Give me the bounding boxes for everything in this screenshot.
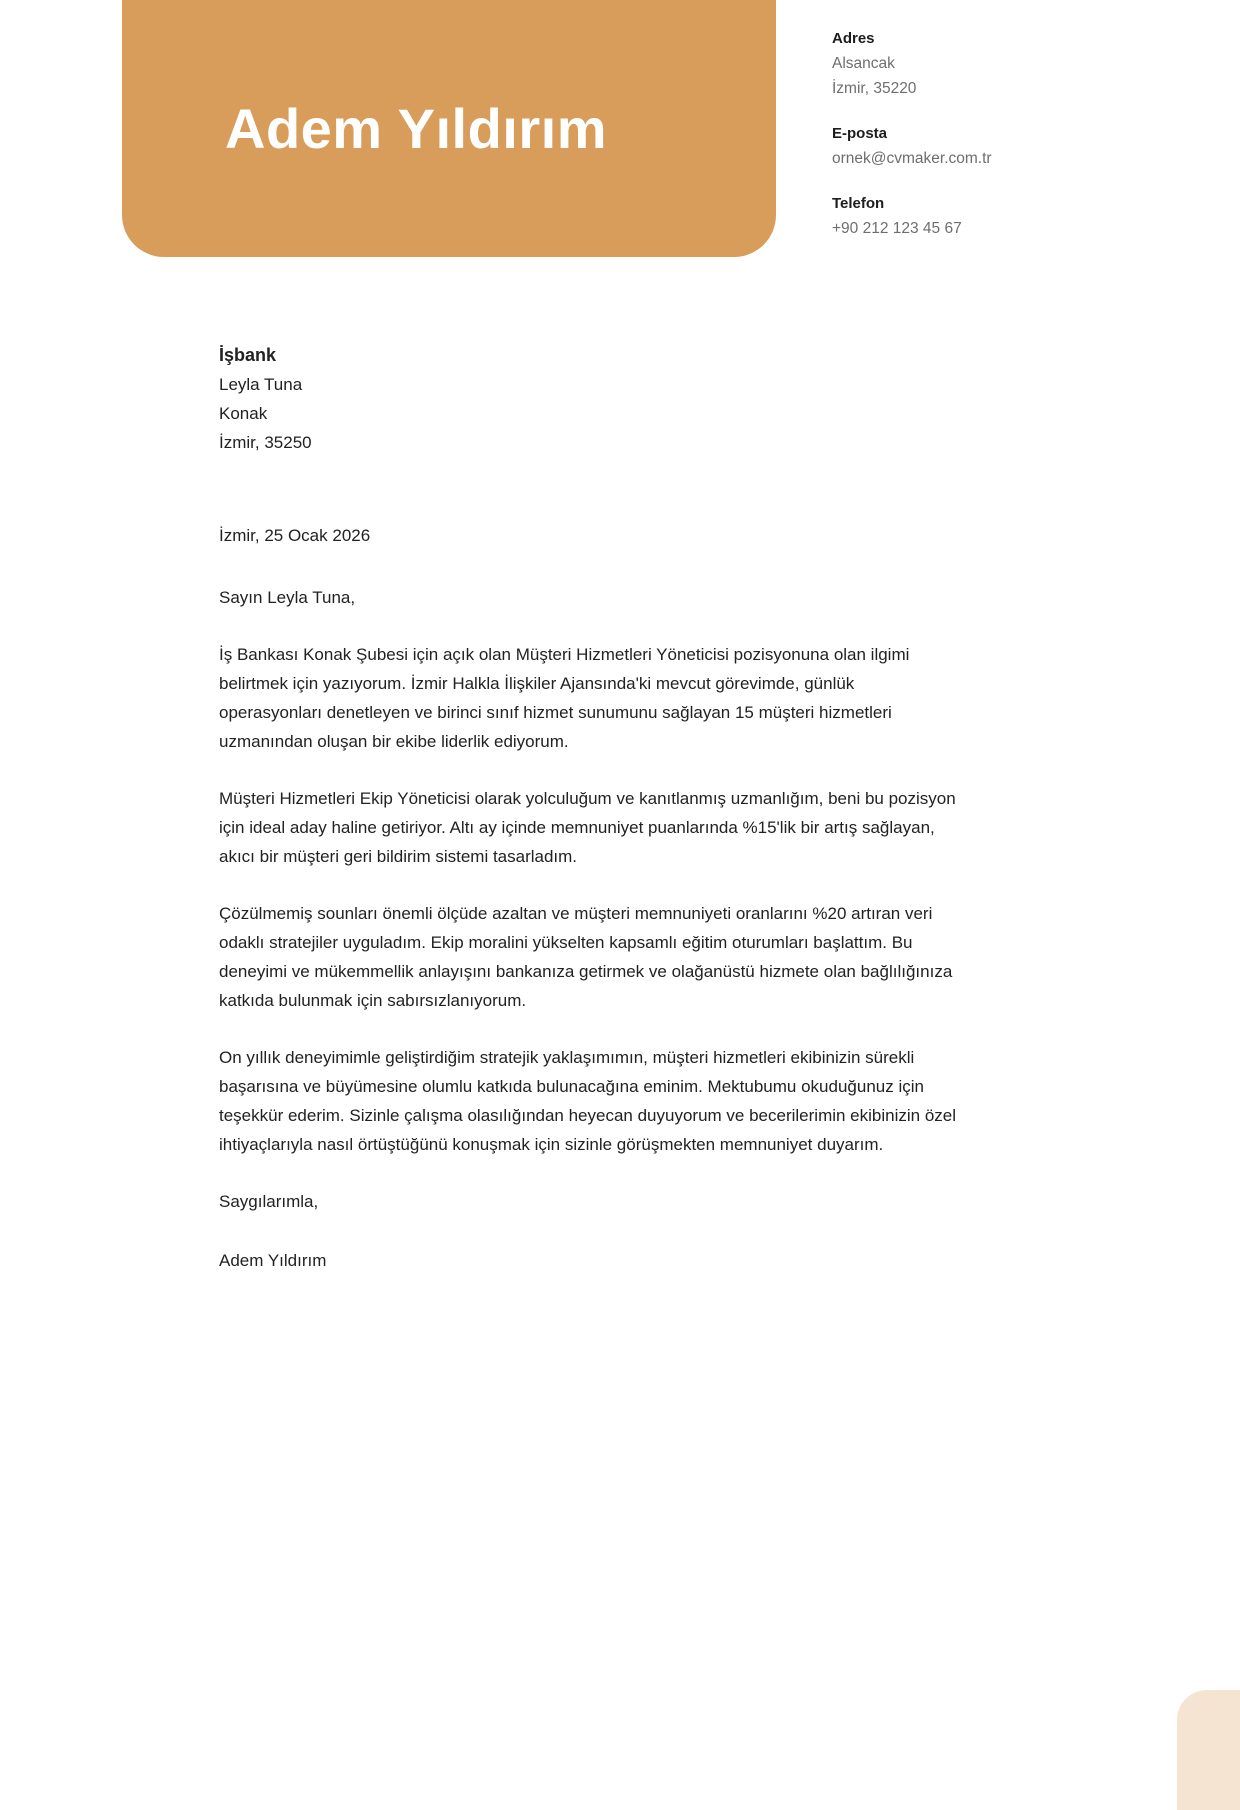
contact-label-address: Adres [832, 30, 875, 47]
contact-label-email: E-posta [832, 125, 888, 142]
closing: Saygılarımla, [219, 1192, 319, 1211]
contact-group-phone [832, 191, 1162, 241]
header-banner [122, 0, 776, 257]
recipient-block [219, 341, 961, 457]
contact-group-email [832, 121, 1162, 171]
recipient-district: Konak [219, 404, 268, 423]
letter-date: İzmir, 25 Ocak 2026 [219, 526, 371, 545]
contact-group-address [832, 26, 1162, 101]
contact-address-line2: İzmir, 35220 [832, 80, 917, 97]
contact-address-line1: Alsancak [832, 55, 895, 72]
salutation: Sayın Leyla Tuna, [219, 588, 356, 607]
recipient-city: İzmir, 35250 [219, 433, 312, 452]
letter-body [219, 341, 961, 1275]
paragraph-4: On yıllık deneyimimle geliştirdiğim stratejik yaklaşımımın, müşteri hizmetleri ekibinizin sürekli başarısına ve büyümesine olumlu katkıda bulunacağına eminim. Mektubumu okuduğunuz için teşekkür ederim. Sizinle çalışma olasılığından heyecan duyuyorum ve becerilerimin ekibinizin özel ihtiyaçlarıyla nasıl örtüştüğünü konuşmak için sizinle görüşmekten memnuniyet duyarım. [219, 1048, 957, 1154]
contact-phone-value: +90 212 123 45 67 [832, 220, 962, 237]
contact-label-phone: Telefon [832, 195, 885, 212]
recipient-name: Leyla Tuna [219, 375, 303, 394]
paragraph-2: Müşteri Hizmetleri Ekip Yöneticisi olarak yolculuğum ve kanıtlanmış uzmanlığım, beni bu pozisyon için ideal aday haline getiriyor. Altı ay içinde memnuniyet puanlarında %15'lik bir artış sağlayan, akıcı bir müşteri geri bildirim sistemi tasarladım. [219, 789, 956, 866]
contact-info [832, 26, 1162, 261]
contact-email-value: ornek@cvmaker.com.tr [832, 150, 992, 167]
applicant-name: Adem Yıldırım [225, 97, 608, 160]
paragraph-3: Çözülmemiş sounları önemli ölçüde azaltan ve müşteri memnuniyeti oranlarını %20 artıran veri odaklı stratejiler uyguladım. Ekip moralini yükselten kapsamlı eğitim oturumları başlattım. Bu deneyimi ve mükemmellik anlayışını bankanıza getirmek ve olağanüstü hizmete olan bağlılığınıza katkıda bulunmak için sabırsızlanıyorum. [219, 904, 953, 1010]
signature-name: Adem Yıldırım [219, 1251, 327, 1270]
recipient-company: İşbank [219, 345, 277, 365]
corner-decoration [1177, 1690, 1240, 1810]
paragraph-1: İş Bankası Konak Şubesi için açık olan Müşteri Hizmetleri Yöneticisi pozisyonuna olan ilgimi belirtmek için yazıyorum. İzmir Halkla İlişkiler Ajansında'ki mevcut görevimde, günlük operasyonları denetleyen ve birinci sınıf hizmet sunumunu sağlayan 15 müşteri hizmetleri uzmanından oluşan bir ekibe liderlik ediyorum. [219, 645, 910, 751]
